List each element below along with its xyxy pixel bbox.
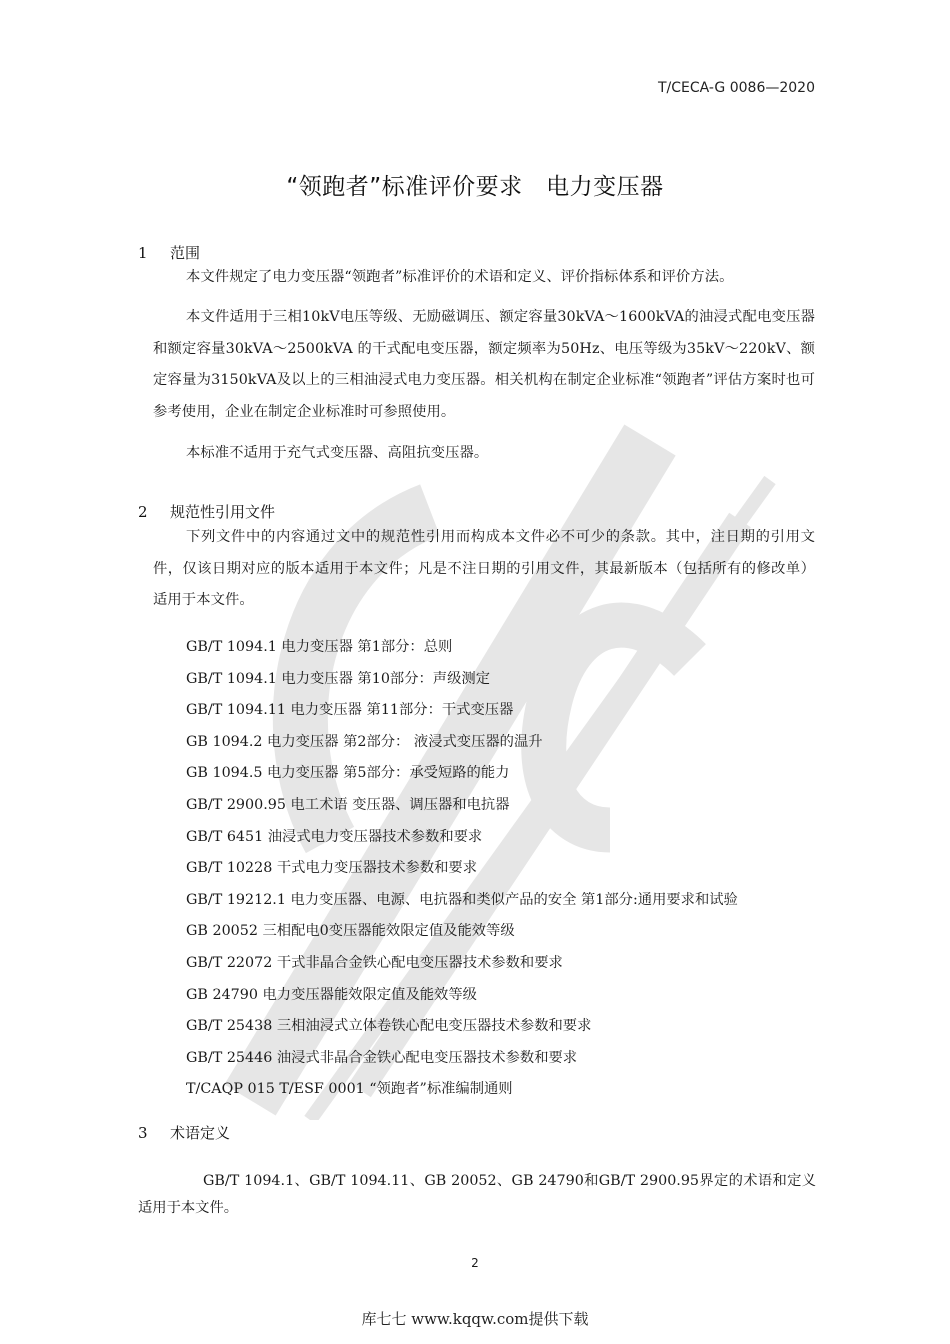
section-number: 3 <box>138 1124 148 1142</box>
section-2-heading <box>138 501 275 522</box>
paragraph: GB/T 1094.1、GB/T 1094.11、GB 20052、GB 24790和GB/T 2900.95界定的术语和定义适用于本文件。 <box>138 1173 816 1216</box>
section-title: 规范性引用文件 <box>170 503 276 521</box>
reference-item: GB/T 6451 油浸式电力变压器技术参数和要求 <box>186 828 483 845</box>
section-title: 范围 <box>170 244 201 262</box>
page-number: 2 <box>471 1256 479 1270</box>
footer-credit: 库七七 www.kqqw.com提供下载 <box>361 1310 589 1328</box>
reference-item: GB 1094.2 电力变压器 第2部分： 液浸式变压器的温升 <box>186 733 543 750</box>
reference-item: GB/T 25438 三相油浸式立体卷铁心配电变压器技术参数和要求 <box>186 1018 592 1035</box>
reference-item: GB/T 22072 干式非晶合金铁心配电变压器技术参数和要求 <box>186 954 563 971</box>
paragraph: 下列文件中的内容通过文中的规范性引用而构成本文件必不可少的条款。其中，注日期的引用文件，仅该日期对应的版本适用于本文件；凡是不注日期的引用文件，其最新版本（包括所有的修改单）适用于本文件。 <box>153 529 815 609</box>
reference-list <box>186 632 738 1106</box>
reference-item: GB 24790 电力变压器能效限定值及能效等级 <box>186 986 477 1003</box>
section-3-heading <box>138 1122 230 1143</box>
reference-item: GB/T 1094.1 电力变压器 第1部分：总则 <box>186 639 453 655</box>
section-1-heading <box>138 242 200 263</box>
reference-item: GB 20052 三相配电0变压器能效限定值及能效等级 <box>186 923 515 940</box>
reference-item: GB/T 25446 油浸式非晶合金铁心配电变压器技术参数和要求 <box>186 1049 578 1066</box>
reference-item: GB 1094.5 电力变压器 第5部分：承受短路的能力 <box>186 765 510 782</box>
document-title: “领跑者”标准评价要求 电力变压器 <box>286 174 664 200</box>
paragraph: 本文件适用于三相10kV电压等级、无励磁调压、额定容量30kVA～1600kVA的油浸式配电变压器和额定容量30kVA～2500kVA 的干式配电变压器，额定频率为50Hz、电压等级为35kV～220kV、额定容量为3150kVA及以上的三相油浸式电力变压器。相关机构在制定企业标准“领跑者”评估方案时也可参考使用，企业在制定企业标准时可参照使用。 <box>153 309 815 421</box>
section-number: 2 <box>138 503 148 521</box>
section-title: 术语定义 <box>170 1124 231 1142</box>
reference-item: GB/T 10228 干式电力变压器技术参数和要求 <box>186 860 478 877</box>
reference-item: GB/T 1094.1 电力变压器 第10部分：声级测定 <box>186 670 490 687</box>
paragraph: 本标准不适用于充气式变压器、高阻抗变压器。 <box>186 445 489 461</box>
reference-item: T/CAQP 015 T/ESF 0001 “领跑者”标准编制通则 <box>186 1081 513 1098</box>
reference-item: GB/T 2900.95 电工术语 变压器、调压器和电抗器 <box>186 796 510 813</box>
reference-item: GB/T 19212.1 电力变压器、电源、电抗器和类似产品的安全 第1部分:通用要求和试验 <box>186 891 738 908</box>
section-number: 1 <box>138 244 148 262</box>
reference-item: GB/T 1094.11 电力变压器 第11部分：干式变压器 <box>186 702 514 719</box>
standard-code: T/CECA-G 0086—2020 <box>657 80 815 96</box>
paragraph: 本文件规定了电力变压器“领跑者”标准评价的术语和定义、评价指标体系和评价方法。 <box>186 269 734 285</box>
